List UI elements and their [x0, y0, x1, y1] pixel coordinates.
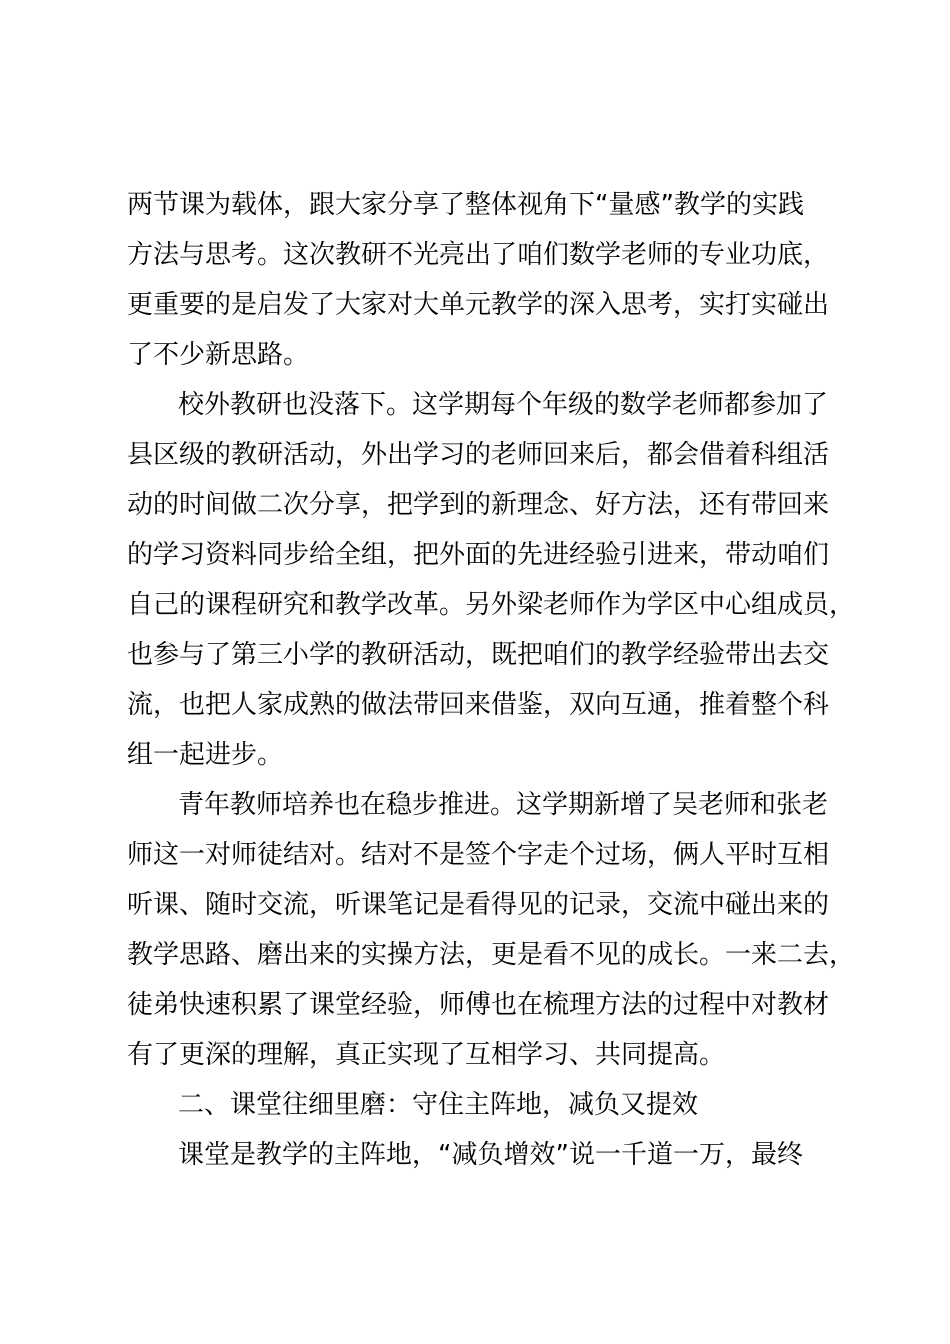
text-line: 自己的课程研究和教学改革。另外梁老师作为学区中心组成员， [127, 590, 856, 620]
text-line: 教学思路、磨出来的实操方法，更是看不见的成长。一来二去， [127, 940, 856, 970]
section-heading: 二、课堂往细里磨：守住主阵地，减负又提效 [178, 1090, 699, 1120]
text-line: 听课、随时交流，听课笔记是看得见的记录，交流中碰出来的 [127, 890, 830, 920]
text-line: 也参与了第三小学的教研活动，既把咱们的教学经验带出去交 [127, 640, 830, 670]
text-line: 了不少新思路。 [127, 340, 310, 370]
text-line: 县区级的教研活动，外出学习的老师回来后，都会借着科组活 [127, 440, 830, 470]
text-line: 更重要的是启发了大家对大单元教学的深入思考，实打实碰出 [127, 290, 830, 320]
text-line: 有了更深的理解，真正实现了互相学习、共同提高。 [127, 1040, 726, 1070]
paragraph-first-line: 校外教研也没落下。这学期每个年级的数学老师都参加了 [178, 390, 829, 420]
text-line: 徒弟快速积累了课堂经验，师傅也在梳理方法的过程中对教材 [127, 990, 830, 1020]
text-line: 组一起进步。 [127, 740, 284, 770]
text-line: 的学习资料同步给全组，把外面的先进经验引进来，带动咱们 [127, 540, 830, 570]
paragraph-first-line: 青年教师培养也在稳步推进。这学期新增了吴老师和张老 [178, 790, 829, 820]
text-line: 流，也把人家成熟的做法带回来借鉴，双向互通，推着整个科 [127, 690, 830, 720]
paragraph-first-line: 课堂是教学的主阵地，“减负增效”说一千道一万，最终 [178, 1140, 803, 1170]
text-line: 两节课为载体，跟大家分享了整体视角下“量感”教学的实践 [127, 190, 804, 220]
text-line: 方法与思考。这次教研不光亮出了咱们数学老师的专业功底， [127, 240, 830, 270]
text-line: 师这一对师徒结对。结对不是签个字走个过场，俩人平时互相 [127, 840, 830, 870]
text-line: 动的时间做二次分享，把学到的新理念、好方法，还有带回来 [127, 490, 830, 520]
